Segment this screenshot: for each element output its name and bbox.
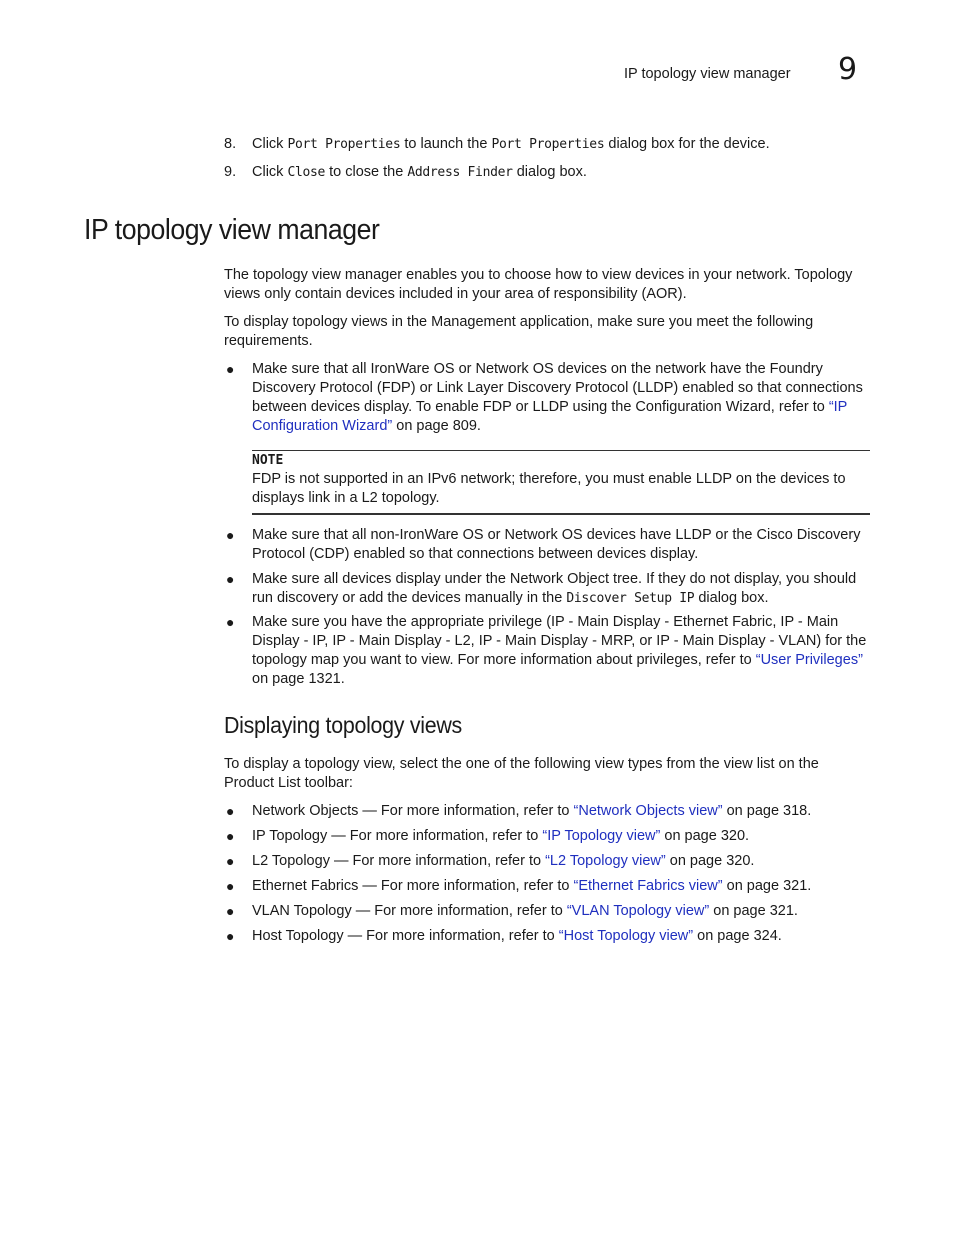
step-number: 8.	[224, 136, 237, 152]
link-l2-topology-view[interactable]: “L2 Topology view”	[545, 853, 666, 869]
bullet-icon: ●	[226, 614, 235, 630]
chapter-number: 9	[838, 52, 858, 87]
requirement-text: Make sure that all non-IronWare OS or Network OS devices have LLDP or the Cisco Discovery Protocol (CDP) enabled so that connections between devices display.	[252, 527, 861, 562]
requirement-text: Make sure that all IronWare OS or Network OS devices on the network have the Foundry Discovery Protocol (FDP) or Link Layer Discovery Protocol (LLDP) enabled so that connections between devices display. To enable FDP or LLDP using the Configuration Wizard, refer to	[252, 361, 863, 415]
item-text: Ethernet Fabrics — For more information, refer to	[252, 878, 574, 894]
note-top-rule	[252, 450, 870, 451]
bullet-icon: ●	[226, 853, 235, 869]
step-text: Click	[252, 136, 288, 152]
link-network-objects-view[interactable]: “Network Objects view”	[573, 803, 723, 819]
page-ref: on page 809.	[392, 418, 481, 434]
step-text: to close the	[325, 164, 408, 180]
ui-term: Close	[287, 165, 326, 180]
bullet-icon: ●	[226, 361, 235, 377]
link-ethernet-fabrics-view[interactable]: “Ethernet Fabrics view”	[573, 878, 723, 894]
link-ip-topology-view[interactable]: “IP Topology view”	[542, 828, 661, 844]
item-text: VLAN Topology — For more information, refer to	[252, 903, 567, 919]
item-text: IP Topology — For more information, refer to	[252, 828, 543, 844]
page-ref: on page 321.	[709, 903, 798, 919]
bullet-icon: ●	[226, 803, 235, 819]
ui-term: Discover Setup IP	[566, 591, 695, 606]
bullet-icon: ●	[226, 903, 235, 919]
page-ref: on page 318.	[722, 803, 812, 819]
bullet-icon: ●	[226, 828, 235, 844]
step-text: dialog box for the device.	[604, 136, 770, 152]
bullet-icon: ●	[226, 527, 235, 543]
requirement-text: Make sure all devices display under the Network Object tree. If they do not display, you should run discovery or add the devices manually in the	[252, 571, 857, 606]
ui-term: Port Properties	[287, 137, 401, 152]
bullet-icon: ●	[226, 571, 235, 587]
item-text: Network Objects — For more information, refer to	[252, 803, 574, 819]
note-text: FDP is not supported in an IPv6 network; therefore, you must enable LLDP on the devices to displays link in a L2 topology.	[252, 471, 846, 506]
subsection-title: Displaying topology views	[224, 712, 462, 738]
link-user-privileges[interactable]: “User Privileges”	[755, 652, 863, 668]
page-ref: on page 324.	[693, 928, 782, 944]
note-bottom-rule	[252, 513, 870, 515]
step-text: dialog box.	[512, 164, 587, 180]
requirement-text: Make sure you have the appropriate privilege (IP - Main Display - Ethernet Fabric, IP - Main Display - IP, IP - Main Display - L2, IP - Main Display - MRP, or IP - Main Display - VLAN) for the topology map you want to view. For more information about privileges, refer to	[252, 614, 867, 668]
step-number: 9.	[224, 164, 237, 180]
page-ref: on page 1321.	[252, 671, 345, 687]
intro-paragraph-1: The topology view manager enables you to choose how to view devices in your network. Topology views only contain devices included in your area of responsibility (AOR).	[224, 267, 853, 302]
step-text: to launch the	[400, 136, 492, 152]
link-vlan-topology-view[interactable]: “VLAN Topology view”	[566, 903, 710, 919]
section-title: IP topology view manager	[84, 214, 380, 246]
link-ip-configuration-wizard[interactable]: “IP Configuration Wizard”	[252, 399, 848, 434]
page-ref: on page 321.	[722, 878, 812, 894]
bullet-icon: ●	[226, 928, 235, 944]
step-text: Click	[252, 164, 288, 180]
ui-term: Port Properties	[491, 137, 605, 152]
requirement-text: dialog box.	[694, 590, 769, 606]
page-ref: on page 320.	[665, 853, 755, 869]
page-ref: on page 320.	[660, 828, 750, 844]
bullet-icon: ●	[226, 878, 235, 894]
intro-paragraph-2: To display topology views in the Management application, make sure you meet the following requirements.	[224, 314, 814, 349]
subsection-intro: To display a topology view, select the one of the following view types from the view list on the Product List toolbar:	[224, 756, 819, 791]
ui-term: Address Finder	[407, 165, 513, 180]
item-text: L2 Topology — For more information, refer to	[252, 853, 546, 869]
link-host-topology-view[interactable]: “Host Topology view”	[558, 928, 694, 944]
note-label: NOTE	[252, 453, 284, 468]
running-header: IP topology view manager	[624, 66, 791, 82]
item-text: Host Topology — For more information, refer to	[252, 928, 559, 944]
